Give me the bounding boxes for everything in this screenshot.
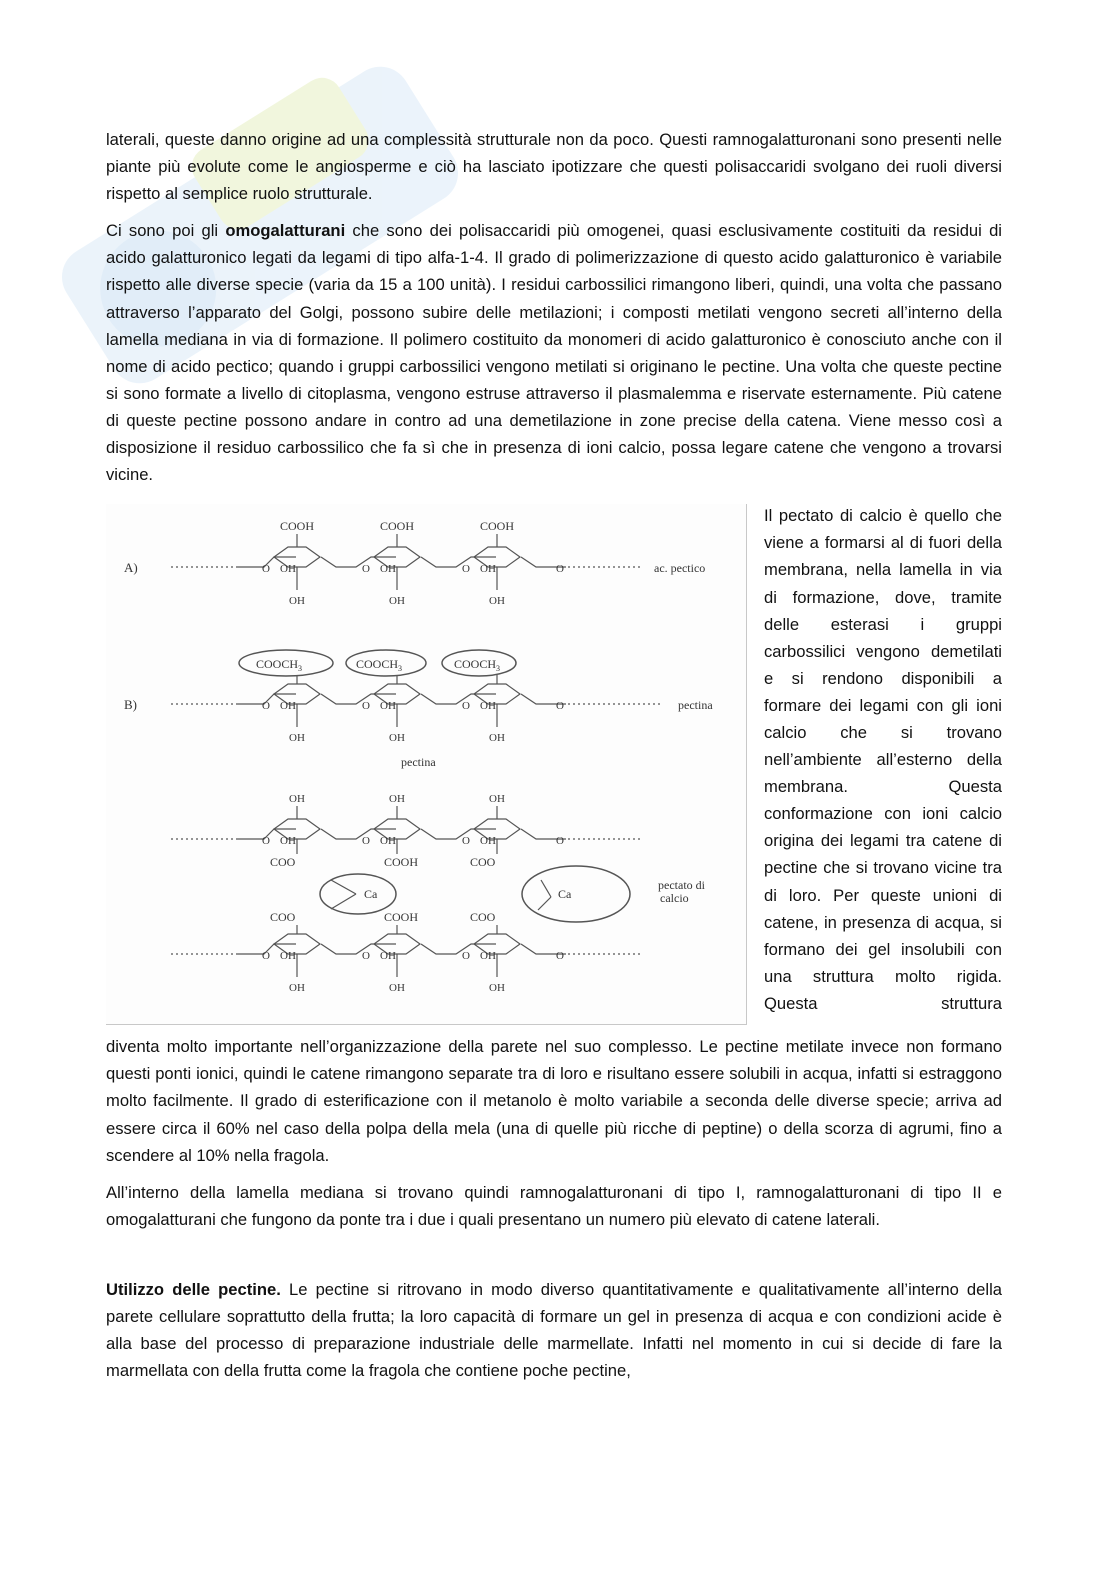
term-omogalatturani: omogalatturani [225, 221, 346, 241]
svg-text:OH: OH [489, 793, 505, 806]
svg-text:O: O [556, 950, 564, 963]
svg-text:O: O [262, 835, 270, 848]
heading-utilizzo-pectine: Utilizzo delle pectine. [106, 1279, 281, 1299]
svg-text:COO: COO [270, 855, 296, 870]
svg-text:OH: OH [280, 835, 296, 848]
svg-text:O: O [362, 700, 370, 713]
svg-text:OH: OH [489, 595, 505, 608]
paragraph-utilizzo-pectine: Utilizzo delle pectine. Le pectine si ritrovano in modo diverso quantitativamente e qualitativamente all’interno della parete cellulare soprattutto della frutta; la loro capacità di formare un gel in presenza di acqua e con condizioni acide è alla base del processo di preparazione industriale delle marmellate. Infatti nel momento in cui si decide di fare la marmellata con della frutta come la fragola che contiene poche pectine, [106, 1279, 1002, 1381]
svg-text:O: O [262, 950, 270, 963]
figure-with-side-text [106, 504, 1002, 1033]
svg-text:COOCH3: $COOCH_3$ [454, 657, 501, 674]
svg-text:COOH: COOH [384, 910, 419, 925]
svg-text:O: O [362, 950, 370, 963]
pectin-structure-figure [106, 504, 747, 1025]
svg-text:OH: OH [280, 700, 296, 713]
svg-text:COOH: COOH [280, 519, 315, 534]
svg-text:OH: OH [480, 700, 496, 713]
svg-text:OH: OH [389, 793, 405, 806]
svg-text:O: O [556, 700, 564, 713]
side-paragraph-pectato: Il pectato di calcio è quello che viene a formarsi al di fuori della membrana, nella lamella in via di formazione, dove, tramite delle esterasi i gruppi carbossilici vengono demetilati e si rendono disponibili a formare dei legami con gli ioni calcio che si trovano nell’ambiente all’esterno della membrana. Questa conformazione con ioni calcio origina dei legami tra catene di pectine che si trovano vicine tra di loro. Per queste unioni di catene, in presenza di acqua, si formano dei gel insolubili con una struttura molto rigida. Questa struttura [764, 506, 1002, 1013]
svg-text:OH: OH [489, 732, 505, 745]
svg-text:OH: OH [380, 700, 396, 713]
svg-text:OH: OH [289, 793, 305, 806]
svg-text:OH: OH [380, 835, 396, 848]
svg-text:OH: OH [389, 732, 405, 745]
svg-text:pectina: pectina [678, 698, 713, 713]
svg-text:COOH: COOH [384, 855, 419, 870]
svg-text:calcio: calcio [660, 891, 689, 906]
svg-text:COO: COO [470, 855, 496, 870]
svg-text:O: O [556, 563, 564, 576]
svg-text:O: O [262, 700, 270, 713]
svg-text:COOCH3: $COOCH_3$ [356, 657, 403, 674]
svg-text:O: O [462, 700, 470, 713]
svg-text:COOH: COOH [380, 519, 415, 534]
svg-text:O: O [462, 563, 470, 576]
svg-text:OH: OH [480, 563, 496, 576]
svg-text:O: O [462, 835, 470, 848]
svg-text:COOH: COOH [480, 519, 515, 534]
svg-text:OH: OH [280, 950, 296, 963]
paragraph-laterali: laterali, queste danno origine ad una complessità strutturale non da poco. Questi ramnogalatturonani sono presenti nelle piante più evolute come le angiosperme e ciò ha lasciato ipotizzare che questi polisaccaridi svolgano dei ruoli diversi rispetto al semplice ruolo strutturale. [106, 130, 1002, 204]
svg-text:OH: OH [289, 982, 305, 995]
paragraph-struttura-importante: diventa molto importante nell’organizzazione della parete nel suo complesso. Le pectine metilate invece non formano questi ponti ionici, quindi le catene rimangono separate tra di loro e risultano essere solubili in acqua, infatti si estraggono molto facilmente. Il grado di esterificazione con il metanolo è molto variabile a seconda delle diverse specie; arriva ad essere circa il 60% nel caso della polpa della mela (una di quelle più ricche di peptine) o della scorza di agrumi, fino a scendere al 10% nella fragola. [106, 1037, 1002, 1165]
svg-text:pectina: pectina [401, 755, 436, 770]
paragraph-omogalatturani: Ci sono poi gli omogalatturani che sono dei polisaccaridi più omogenei, quasi esclusivamente costituiti da residui di acido galatturonico legati da legami di tipo alfa-1-4. Il grado di polimerizzazione di questo acido galatturonico è variabile rispetto alle diverse specie (varia da 15 a 100 unità). I residui carbossilici rimangono liberi, quindi, una volta che passano attraverso l’apparato del Golgi, possono subire delle metilazioni; i composti metilati vengono secreti all’interno della lamella mediana in via di formazione. Il polimero costituito da monomeri di acido galatturonico è conosciuto anche con il nome di acido pectico; quando i gruppi carbossilici vengono metilati si originano le pectine. Una volta che queste pectine si sono formate a livello di citoplasma, vengono estruse attraverso il plasmalemma e riservate esternamente. Più catene di queste pectine possono andare in contro ad una demetilazione in zone precise della catena. Viene messo così a disposizione il residuo carbossilico che fa sì che in presenza di ioni calcio, possa legare catene che vengono a trovarsi vicine. [106, 221, 1002, 485]
row-b-pectina [124, 650, 713, 769]
svg-text:B): B) [124, 697, 137, 713]
svg-text:pectato di: pectato di [658, 878, 705, 893]
svg-text:Ca: Ca [364, 887, 378, 902]
svg-text:OH: OH [489, 982, 505, 995]
svg-text:OH: OH [289, 595, 305, 608]
svg-text:O: O [556, 835, 564, 848]
row-c-pectato-di-calcio [171, 793, 706, 994]
svg-text:COOCH3: $COOCH_3$ [256, 657, 303, 674]
paragraph-lamella-mediana: All’interno della lamella mediana si trovano quindi ramnogalatturonani di tipo I, ramnogalatturonani di tipo II e omogalatturani che fungono da ponte tra i due i quali presentano un numero più elevato di catene laterali. [106, 1182, 1002, 1229]
svg-text:COO: COO [270, 910, 296, 925]
svg-text:OH: OH [280, 563, 296, 576]
svg-text:OH: OH [389, 595, 405, 608]
svg-text:O: O [362, 563, 370, 576]
svg-text:Ca: Ca [558, 887, 572, 902]
svg-text:O: O [462, 950, 470, 963]
svg-text:OH: OH [480, 950, 496, 963]
svg-text:ac. pectico: ac. pectico [654, 561, 706, 576]
svg-text:OH: OH [480, 835, 496, 848]
svg-text:OH: OH [380, 563, 396, 576]
svg-text:OH: OH [380, 950, 396, 963]
document-page [106, 126, 1002, 1384]
svg-text:O: O [362, 835, 370, 848]
svg-text:O: O [262, 563, 270, 576]
svg-text:COO: COO [470, 910, 496, 925]
svg-text:OH: OH [389, 982, 405, 995]
svg-text:A): A) [124, 560, 138, 576]
svg-text:OH: OH [289, 732, 305, 745]
row-a-acido-pectico [124, 519, 705, 607]
